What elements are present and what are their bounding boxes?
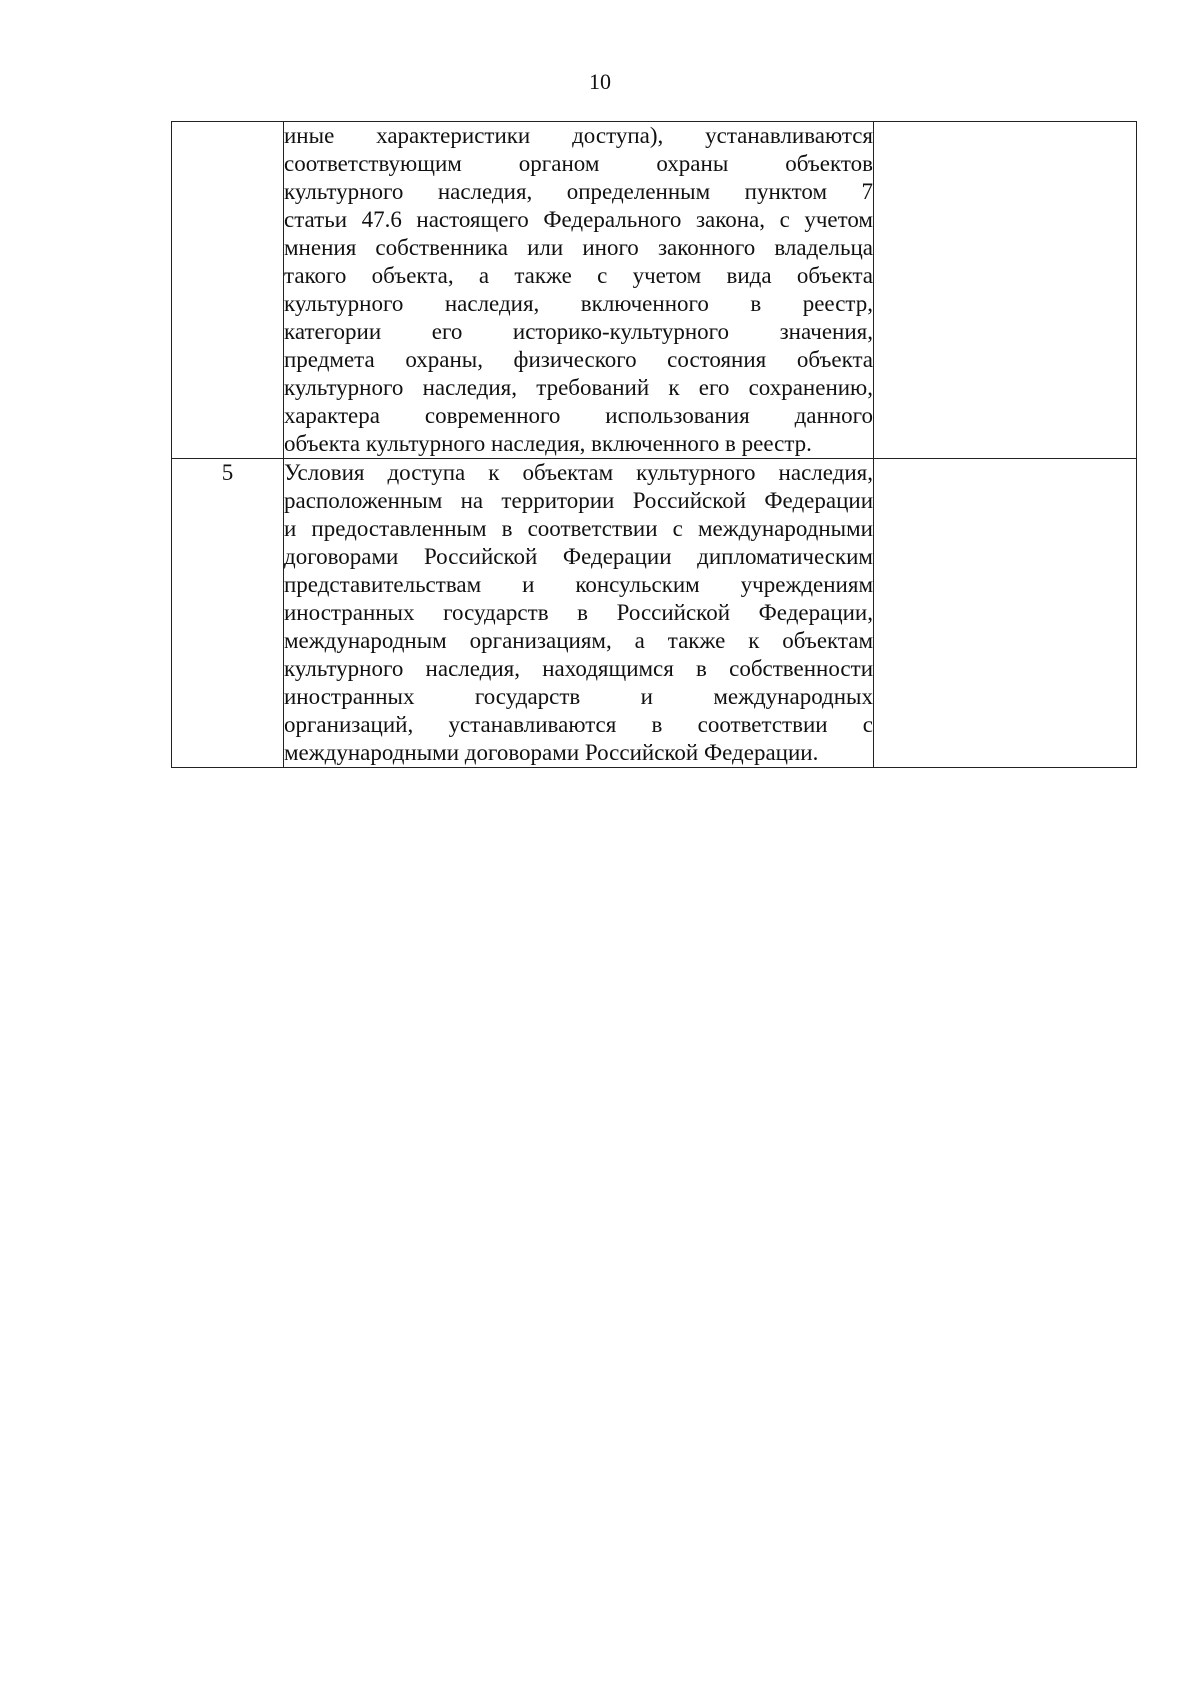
text-line: международными договорами Российской Федерации. [284,740,819,765]
row-text-cell [284,459,874,768]
text-line: такого объекта, а также с учетом вида объекта [284,263,873,288]
text-line: и предоставленным в соответствии с международными [284,516,873,541]
content-table [171,121,1137,768]
table-row [172,459,1137,768]
text-line: международным организациям, а также к объектам [284,628,873,653]
table-row [172,122,1137,459]
text-line: иностранных государств и международных [284,684,873,709]
row-note-cell [874,122,1137,459]
text-line: иностранных государств в Российской Федерации, [284,600,873,625]
text-line: расположенным на территории Российской Федерации [284,488,873,513]
row-number-cell: 5 [172,459,284,768]
text-line: статьи 47.6 настоящего Федерального закона, с учетом [284,207,873,232]
text-line: договорами Российской Федерации дипломатическим [284,544,873,569]
text-line: представительствам и консульским учреждениям [284,572,873,597]
row-text-cell [284,122,874,459]
text-line: культурного наследия, требований к его сохранению, [284,375,873,400]
text-line: объекта культурного наследия, включенного в реестр. [284,431,812,456]
page-number: 10 [589,69,611,94]
text-line: иные характеристики доступа), устанавливаются [284,123,873,148]
text-line: организаций, устанавливаются в соответствии с [284,712,873,737]
text-line: культурного наследия, определенным пунктом 7 [284,179,873,204]
text-line: культурного наследия, находящимся в собственности [284,656,873,681]
row-number-cell [172,122,284,459]
row-note-cell [874,459,1137,768]
text-line: мнения собственника или иного законного владельца [284,235,873,260]
text-line: соответствующим органом охраны объектов [284,151,873,176]
text-line: Условия доступа к объектам культурного наследия, [284,460,873,485]
text-line: культурного наследия, включенного в реестр, [284,291,873,316]
text-line: категории его историко-культурного значения, [284,319,873,344]
text-line: характера современного использования данного [284,403,873,428]
text-line: предмета охраны, физического состояния объекта [284,347,873,372]
